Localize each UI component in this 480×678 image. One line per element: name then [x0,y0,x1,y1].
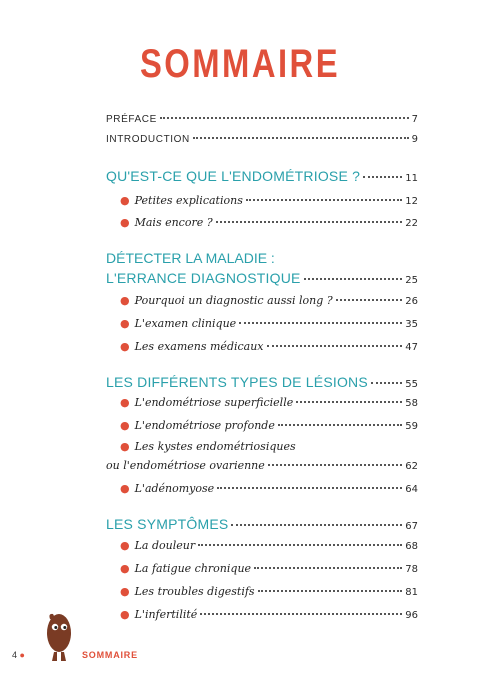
toc-page: 25 [405,275,418,286]
page-title: SOMMAIRE [139,42,341,86]
toc-entry-examens-medicaux[interactable] [106,340,418,353]
dot-leader [336,299,403,301]
toc-page: 7 [411,114,418,125]
toc-page: 22 [405,218,418,229]
page-number [12,650,25,660]
toc-entry-superficielle[interactable] [106,396,418,409]
dot-leader [258,590,403,592]
toc-section-label: QU'EST-CE QUE L'ENDOMÉTRIOSE ? [106,168,361,184]
toc-label: Petites explications [134,194,243,207]
toc-section-label: LES SYMPTÔMES [106,516,229,532]
toc-section-diagnostic[interactable] [106,270,418,286]
toc-page: 96 [405,610,418,621]
toc-entry-examen-clinique[interactable] [106,317,418,330]
toc-entry-introduction[interactable] [106,134,418,145]
bullet-dot-icon: ● [120,482,130,495]
toc-label: Les kystes endométriosiques [134,440,296,453]
dot-leader [239,322,402,324]
toc-label: INTRODUCTION [106,134,190,145]
toc-page: 55 [405,379,418,390]
bullet-dot-icon: ● [120,216,130,229]
dot-leader [268,464,402,466]
bullet-dot-icon: ● [120,340,130,353]
toc-page: 12 [405,196,418,207]
toc-section-definition[interactable] [106,168,418,184]
toc-section-label: LES DIFFÉRENTS TYPES DE LÉSIONS [106,374,368,390]
dot-leader [304,278,403,280]
toc-page: 59 [405,421,418,432]
toc-label: Mais encore ? [134,216,213,229]
dot-leader [231,524,402,526]
toc-page: 58 [405,398,418,409]
bullet-dot-icon: ● [120,194,130,207]
toc-label: Pourquoi un diagnostic aussi long ? [134,294,333,307]
toc-section-lesions[interactable] [106,374,418,390]
toc-section-label-line1: DÉTECTER LA MALADIE : [106,250,275,266]
toc-page: 62 [405,461,418,472]
toc-section-symptomes[interactable] [106,516,418,532]
dot-leader [254,567,402,569]
toc-entry-kystes[interactable] [106,459,418,472]
dot-leader [200,613,402,615]
toc-section-label: L'ERRANCE DIAGNOSTIQUE [106,270,301,286]
toc-entry-infertilite[interactable] [106,608,418,621]
dot-leader [198,544,402,546]
toc-page: 78 [405,564,418,575]
toc-label: ou l'endométriose ovarienne [106,459,265,472]
toc-label: Les troubles digestifs [134,585,255,598]
dot-leader [160,117,409,119]
dot-leader [296,401,402,403]
dot-leader [363,176,402,178]
toc-entry-diagnostic-long[interactable] [106,294,418,307]
toc-label: La fatigue chronique [134,562,252,575]
dot-leader [267,345,403,347]
toc-entry-mais-encore[interactable] [106,216,418,229]
bullet-dot-icon: ● [120,440,130,453]
toc-page: 11 [405,173,418,184]
toc-label: L'examen clinique [134,317,237,330]
toc-page: 68 [405,541,418,552]
toc-page: 47 [405,342,418,353]
toc-label: Les examens médicaux [134,340,264,353]
toc-entry-kystes-line1 [120,440,296,453]
toc-page: 26 [405,296,418,307]
toc-label: L'endométriose superficielle [134,396,294,409]
toc-entry-douleur[interactable] [106,539,418,552]
bullet-dot-icon: ● [120,608,130,621]
bullet-dot-icon: ● [120,419,130,432]
mascot-character-icon [42,605,76,663]
dot-leader [278,424,402,426]
toc-entry-troubles-digestifs[interactable] [106,585,418,598]
toc-page: 9 [411,134,418,145]
toc-page: 67 [405,521,418,532]
toc-entry-fatigue[interactable] [106,562,418,575]
toc-entry-adenomyose[interactable] [106,482,418,495]
dot-leader [217,487,402,489]
toc-entry-petites-explications[interactable] [106,194,418,207]
toc-label: L'adénomyose [134,482,215,495]
bullet-dot-icon: ● [120,317,130,330]
toc-page: 81 [405,587,418,598]
dot-leader [216,221,403,223]
bullet-dot-icon: ● [120,294,130,307]
toc-page: 64 [405,484,418,495]
toc-label: PRÉFACE [106,114,157,125]
bullet-dot-icon: ● [120,562,130,575]
dot-leader [193,137,409,139]
toc-label: L'endométriose profonde [134,419,275,432]
toc-entry-preface[interactable] [106,114,418,125]
toc-entry-profonde[interactable] [106,419,418,432]
toc-page: 35 [405,319,418,330]
toc-label: L'infertilité [134,608,198,621]
bullet-dot-icon: ● [19,650,25,660]
dot-leader [371,382,402,384]
running-title: SOMMAIRE [82,650,138,660]
bullet-dot-icon: ● [120,539,130,552]
dot-leader [246,199,402,201]
bullet-dot-icon: ● [120,585,130,598]
bullet-dot-icon: ● [120,396,130,409]
page-number-text: 4 [12,650,18,660]
toc-label: La douleur [134,539,196,552]
